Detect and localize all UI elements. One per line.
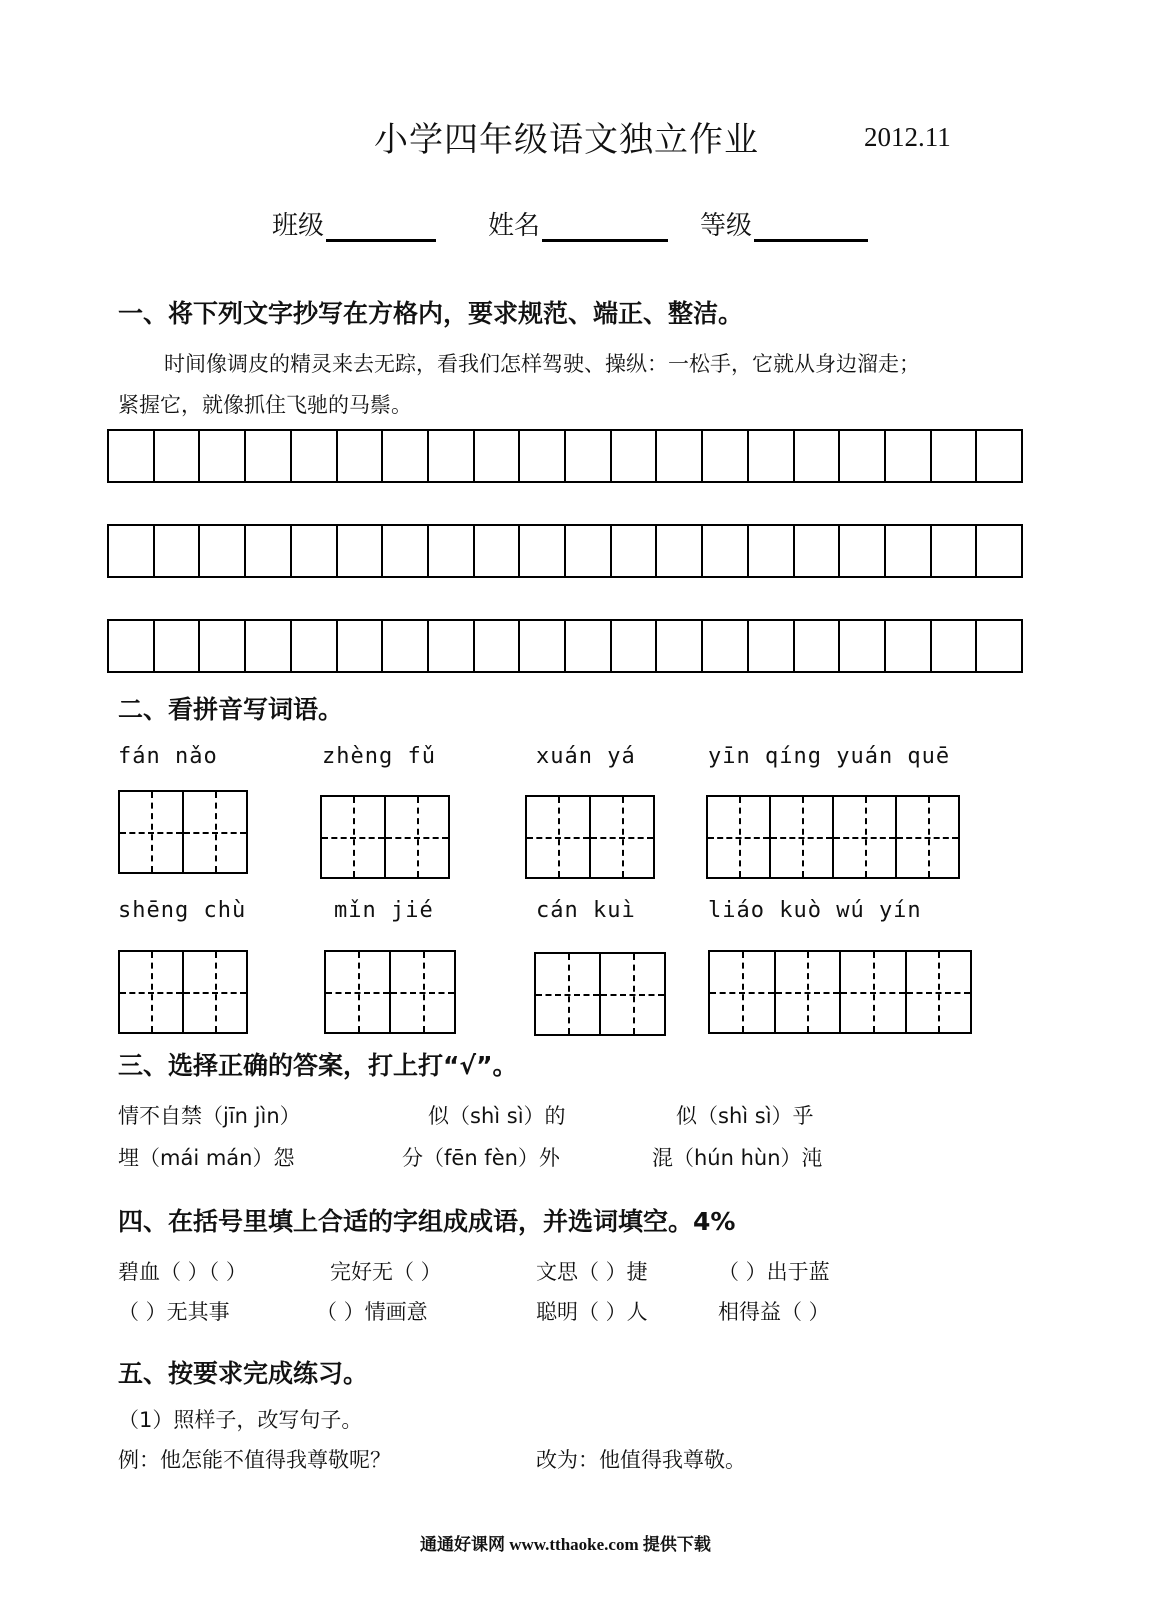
- section5-heading: 五、按要求完成练习。: [118, 1359, 369, 1388]
- rewritten-sentence: 改为：他值得我尊敬。: [536, 1448, 746, 1472]
- name-blank[interactable]: [542, 213, 668, 242]
- idiom-item: 碧血（ ）（ ）: [118, 1260, 247, 1284]
- class-label: 班级: [272, 211, 325, 241]
- choice-item: 混（hún hùn）沌: [652, 1146, 823, 1170]
- choice-item: 分（fēn fèn）外: [402, 1146, 560, 1170]
- tianzi-grid[interactable]: [320, 795, 450, 879]
- tianzi-grid[interactable]: [706, 795, 960, 879]
- name-label: 姓名: [488, 211, 541, 241]
- copy-grid-row-2[interactable]: [107, 524, 1023, 578]
- section1-text-line1: 时间像调皮的精灵来去无踪，看我们怎样驾驶、操纵：一松手，它就从身边溜走；: [164, 352, 920, 376]
- pinyin-word: cán kuì: [536, 898, 636, 923]
- class-field: [272, 205, 436, 242]
- tianzi-grid[interactable]: [534, 952, 666, 1036]
- choice-item: 似（shì sì）的: [428, 1104, 566, 1128]
- example-sentence: 例：他怎能不值得我尊敬呢？: [118, 1448, 391, 1472]
- tianzi-grid[interactable]: [118, 950, 248, 1034]
- grade-field: [700, 205, 868, 242]
- pinyin-word: xuán yá: [536, 744, 636, 769]
- section1-heading: 一、将下列文字抄写在方格内，要求规范、端正、整洁。: [118, 299, 744, 328]
- tianzi-grid[interactable]: [324, 950, 456, 1034]
- grade-blank[interactable]: [754, 213, 868, 242]
- grade-label: 等级: [700, 211, 753, 241]
- exercise-instruction: （1）照样子，改写句子。: [118, 1408, 363, 1432]
- copy-grid-row-1[interactable]: [107, 429, 1023, 483]
- pinyin-word: fán nǎo: [118, 744, 218, 769]
- idiom-item: （ ）出于蓝: [718, 1260, 830, 1284]
- pinyin-word: zhèng fǔ: [322, 744, 436, 769]
- tianzi-grid[interactable]: [118, 790, 248, 874]
- pinyin-word: liáo kuò wú yín: [708, 898, 922, 923]
- idiom-item: 完好无（ ）: [330, 1260, 442, 1284]
- tianzi-grid[interactable]: [525, 795, 655, 879]
- choice-item: 埋（mái mán）怨: [118, 1146, 295, 1170]
- page-title: 小学四年级语文独立作业: [374, 120, 759, 160]
- section4-heading: 四、在括号里填上合适的字组成成语，并选词填空。4%: [118, 1207, 736, 1236]
- pinyin-word: shēng chù: [118, 898, 247, 923]
- idiom-item: （ ）情画意: [316, 1300, 428, 1324]
- pinyin-word: yīn qíng yuán quē: [708, 744, 951, 769]
- tianzi-grid[interactable]: [708, 950, 972, 1034]
- class-blank[interactable]: [326, 213, 436, 242]
- footer-credit: 通通好课网 www.tthaoke.com 提供下载: [420, 1535, 711, 1554]
- pinyin-word: mǐn jié: [334, 898, 434, 923]
- idiom-item: 聪明（ ）人: [536, 1300, 648, 1324]
- idiom-item: 相得益（ ）: [718, 1300, 830, 1324]
- copy-grid-row-3[interactable]: [107, 619, 1023, 673]
- name-field: [488, 205, 668, 242]
- choice-item: 似（shì sì）乎: [676, 1104, 814, 1128]
- section3-heading: 三、选择正确的答案，打上打“√”。: [118, 1051, 518, 1080]
- choice-item: 情不自禁（jīn jìn）: [118, 1104, 301, 1128]
- date-label: 2012.11: [864, 122, 951, 152]
- idiom-item: 文思（ ）捷: [536, 1260, 648, 1284]
- section1-text-line2: 紧握它，就像抓住飞驰的马鬃。: [118, 393, 412, 417]
- section2-heading: 二、看拼音写词语。: [118, 695, 344, 724]
- idiom-item: （ ）无其事: [118, 1300, 230, 1324]
